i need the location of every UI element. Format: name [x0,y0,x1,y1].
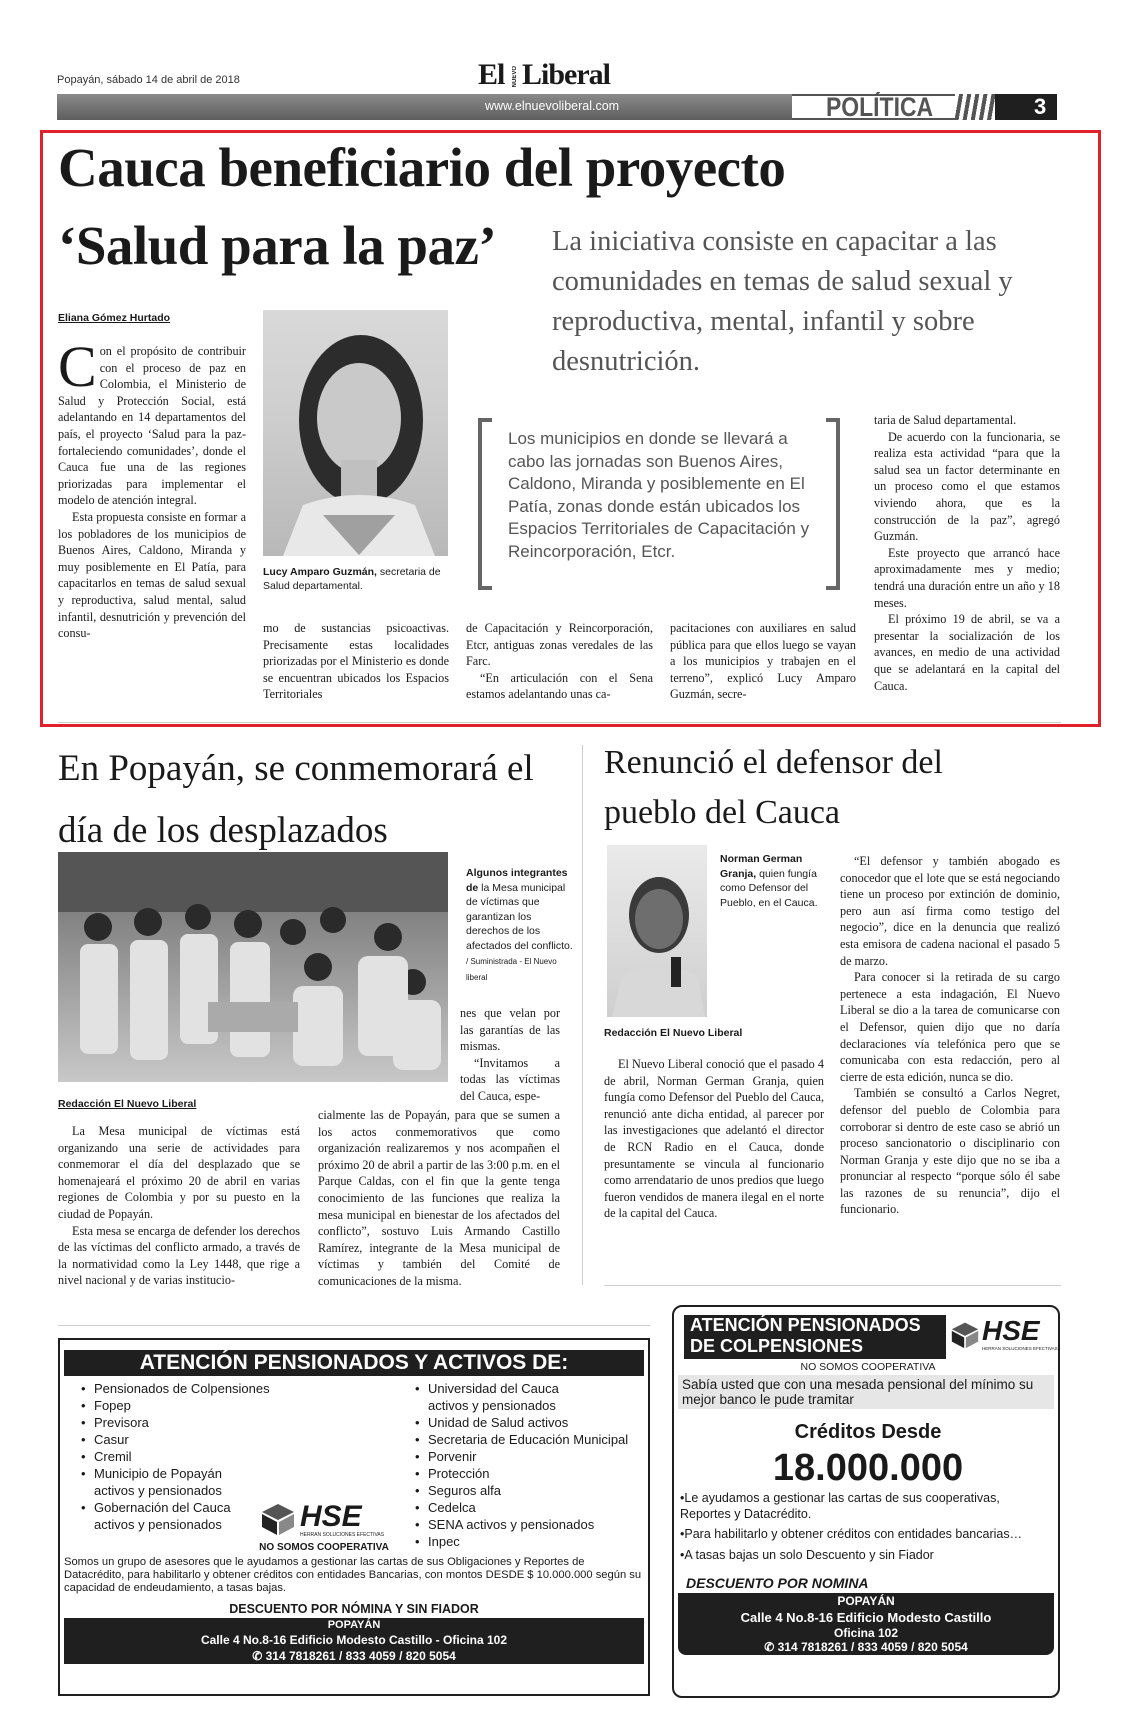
portrait-illustration [263,310,448,556]
pullquote: Los municipios en donde se llevará a cabo las jornadas son Buenos Aires, Caldono, Miranda y posiblemente en El Patía, zonas donde están ubicados los Espacios Territoriales de Capacitación y Reincorporación, Etcr. [508,429,810,561]
article2-column-2: cialmente las de Popayán, para que se sumen a los actos conmemorativos que como organización realizaremos y nos acompañen el próximo 20 de abril a partir de las 3:00 p.m. en el Parque Caldas, con el fin que la gente tenga conocimiento de las funciones que realiza la mesa municipal en bienestar de los afectados del conflicto”, sostuvo Luis Armando Castillo Ramírez, integrante de la Mesa municipal de víctimas y también del Comité de comunicaciones de la misma. [318,1108,560,1288]
article1-byline: Eliana Gómez Hurtado [58,312,171,324]
article2-column-2-top [460,1005,560,1105]
ad1-item: • SENA activos y pensionados [412,1516,642,1533]
ad1-item: • Porvenir [412,1448,642,1465]
article1-paragraph-7: Este proyecto que arrancó hace aproximadamente mes y medio; tendrá una duración entre un año y 18 meses. [874,545,1060,610]
article1-paragraph-3: de Capacitación y Reincorporación, Etcr, antiguas zonas veredales de las Farc. [466,621,653,669]
ad1-city: POPAYÁN [327,1619,381,1631]
article3-byline: Redacción El Nuevo Liberal [604,1027,743,1039]
ad1-title: ATENCIÓN PENSIONADOS Y ACTIVOS DE: [64,1350,644,1376]
ad1-footer: DESCUENTO POR NÓMINA Y SIN FIADOR [229,1602,479,1616]
caption-name: Lucy Amparo Guzmán, [263,566,377,578]
website[interactable]: www.elnuevoliberal.com [485,99,620,113]
ad2-bullets [680,1491,1050,1563]
ad-pensionados-colpensiones[interactable] [672,1305,1060,1698]
article1-paragraph-5: taria de Salud departamental. [874,413,1017,427]
article1-paragraph-6: De acuerdo con la funcionaria, se realiza esta actividad “para que la salud sea un factor determinante en un proceso como el que estamos viviendo ahora, que es la construcción de la paz”, agregó Guzmán. [874,429,1060,544]
ad1-phone-numbers: 314 7818261 / 833 4059 / 820 5054 [265,1649,456,1663]
ad1-item: • Protección [412,1465,642,1482]
caption-name: Norman German Granja, [720,853,803,880]
logo-el: El [478,58,505,91]
caption-bold: Algunos integrantes de [466,867,568,894]
article2-column-1 [58,1123,300,1289]
logo-liberal: Liberal [522,58,610,91]
rule-horizontal-2 [604,1285,1061,1286]
hse-logo [950,1317,1060,1357]
ad1-contact-bar [64,1618,644,1664]
article1-paragraph-4: “En articulación con el Sena estamos adelantando unas ca- [466,670,653,702]
portrait-illustration [607,845,707,1017]
masthead-logo[interactable] [478,58,648,92]
article1-column-4: pacitaciones con auxiliares en salud pública para que ellos luego se vayan a los municipios y trabajen en el terreno”, explicó Lucy Amparo Guzmán, secre- [670,621,856,702]
article3-column-1: El Nuevo Liberal conoció que el pasado 4 de abril, Norman German Granja, quien fungía como Defensor del Pueblo del Cauca, renunció ante dicha entidad, al parecer por las investigaciones que adelantó el director de RCN Radio en el Cauca, donde presuntamente se vincula al funcionario como arrendatario de unos predios que luego fueron vendidos de manera ilegal en el norte de la capital del Cauca. [604,1057,824,1221]
article1-paragraph-2: Esta propuesta consiste en formar a los pobladores de los municipios de Buenos Aires, Caldono, Miranda y muy posiblemente en El Patía, para capacitarlos en temas de salud sexual y reproductiva, salud mental, salud infantil, desnutrición y prevención del consu- [58,509,246,641]
ad1-list-right [412,1380,642,1550]
ad2-title [684,1315,946,1359]
ad1-item: • Municipio de Popayán activos y pensionados [78,1465,234,1499]
article2-paragraph-3: nes que velan por las garantías de las mismas. [460,1006,560,1054]
ad1-item: • Universidad del Cauca activos y pensionados [412,1380,568,1414]
ad1-item: • Inpec [412,1533,642,1550]
article2-photo-caption [466,866,574,985]
ad1-item: • Cremil [78,1448,298,1465]
ad1-body: Somos un grupo de asesores que le ayudamos a gestionar las cartas de sus Obligaciones y Reportes de Datacrédito, para habilitarlo y obtener créditos con entidades Bancarias, con montos DESDE $ 10.000.000 según su capacidad de endeudamiento, a tasas bajas. [64,1556,642,1594]
ad1-item: • Unidad de Salud activos [412,1414,642,1431]
article1-column-5 [874,412,1060,694]
rule-horizontal [58,722,1061,723]
hse-logo-sub: HERRAN SOLUCIONES EFECTIVAS [982,1346,1058,1351]
ad1-item: • Fopep [78,1397,298,1414]
whatsapp-icon: ✆ [252,1649,263,1663]
hse-logo [260,1502,400,1538]
issue-date: Popayán, sábado 14 de abril de 2018 [57,74,240,86]
article1-column-3 [466,620,653,703]
ad2-title-line2: DE COLPENSIONES [690,1336,864,1356]
ad2-bullet: •A tasas bajas un solo Descuento y sin Fiador [680,1547,934,1562]
caption-credit: / Suministrada - El Nuevo liberal [466,957,557,982]
article2-title: En Popayán, se conmemorará el día de los desplazados [58,748,534,851]
ad1-address: Calle 4 No.8-16 Edificio Modesto Castillo - Oficina 102 [200,1633,508,1647]
ad2-address: Calle 4 No.8-16 Edificio Modesto Castillo [740,1610,992,1625]
photo-lucy-amparo-guzman [263,310,448,556]
hse-logo-text: HSE [300,1500,362,1533]
ad2-contact-bar [678,1593,1054,1655]
article3-paragraph-2: “El defensor y también abogado es conocedor que el lote que se está negociando tiene un proceso por extinción de dominio, pero aun así firma como testigo del negocio”, dice en la denuncia que realizó esta emisora de cadena nacional el pasado 5 de marzo. [840,854,1060,968]
article3-paragraph-4: También se consultó a Carlos Negret, defensor del pueblo de Colombia para corroborar si dentro de este caso se abrió un proceso sancionatorio o disciplinario con Norman Granja y este dijo que no se iba a pronunciar al respecto “porque sólo él sabe las razones de su renuncia”, dijo el funcionario. [840,1086,1060,1217]
ad2-bullet-text: A tasas bajas un solo Descuento y sin Fiador [684,1547,934,1562]
article1-paragraph-8: El próximo 19 de abril, se va a presentar la socialización de los avances, en medio de una actividad que se adelantará en la capital del Cauca. [874,612,1060,693]
header-bar [57,94,792,120]
cube-icon [950,1321,980,1349]
ad2-discount: DESCUENTO POR NOMINA [686,1575,869,1591]
ad2-no-coop: NO SOMOS COOPERATIVA [800,1361,936,1373]
pullquote-bracket-left [478,418,492,590]
ad2-city: POPAYÁN [837,1594,895,1608]
ad2-amount: 18.000.000 [772,1447,964,1489]
ad2-bullet: •Le ayudamos a gestionar las cartas de sus cooperativas, Reportes y Datacrédito. [680,1491,1000,1521]
logo-nuevo: NUEVO [512,66,518,88]
article1-column-2: mo de sustancias psicoactivas. Precisamente estas localidades priorizadas por el Ministerio es donde se encuentran ubicados los Espacios Territoriales [263,621,449,702]
ad-pensionados-activos[interactable] [58,1338,650,1696]
rule-vertical [582,745,583,1285]
rule-horizontal-3 [58,1325,650,1326]
ad1-item: • Secretaria de Educación Municipal [412,1431,642,1448]
photo-mesa-victimas [58,852,448,1082]
ad2-bullet-text: Para habilitarlo y obtener créditos con entidades bancarias… [684,1527,1023,1541]
group-photo-illustration [58,852,448,1082]
article2-paragraph-2: Esta mesa se encarga de defender los derechos de las víctimas del conflicto armado, a través de la normatividad como la Ley 1448, que rige a nivel nacional y de varias institucio- [58,1223,300,1288]
hse-logo-text: HSE [982,1315,1040,1346]
caption-rest: quien fungía como Defensor del Pueblo, en el Cauca. [720,867,818,909]
pullquote-bracket-right [826,418,840,590]
article1-photo-caption [263,565,453,593]
ad1-no-coop: NO SOMOS COOPERATIVA [259,1542,389,1553]
ad2-phone-numbers: 314 7818261 / 833 4059 / 820 5054 [777,1640,968,1654]
cube-icon [260,1502,296,1536]
article1-title-line1: Cauca beneficiario del proyecto [58,137,786,198]
ad2-phones [678,1640,1054,1655]
page-number: 3 [1034,94,1047,119]
ad2-bullet-text: Le ayudamos a gestionar las cartas de sus cooperativas, Reportes y Datacrédito. [680,1491,1000,1521]
ad2-intro: Sabía usted que con una mesada pensional del mínimo su mejor banco le pude tramitar [678,1375,1054,1409]
article1-column-1 [58,334,246,642]
article3-photo-caption [720,852,820,910]
article3-paragraph-3: Para conocer si la retirada de su cargo pertenece a esta indagación, El Nuevo Liberal se dio a la tarea de comunicarse con el Defensor, quien dijo que no daría declaraciones vía telefónica pero que se comunicaba con esta redacción, pero al cierre de esta edición, nunca se dio. [840,970,1060,1084]
ad1-phones [64,1648,644,1664]
article2-byline: Redacción El Nuevo Liberal [58,1098,197,1110]
ad1-item: • Pensionados de Colpensiones [78,1380,298,1397]
ad1-item: • Cedelca [412,1499,642,1516]
section-stripes [955,94,995,120]
article3-column-2 [840,853,1060,1218]
hse-logo-sub: HERRAN SOLUCIONES EFECTIVAS [300,1532,385,1538]
caption-rest: secretaria de Salud departamental. [263,566,441,592]
dropcap: C [58,334,97,399]
ad2-office: Oficina 102 [833,1626,899,1640]
page-number-box [995,94,1057,120]
ad1-item: • Previsora [78,1414,298,1431]
article2-paragraph-1: La Mesa municipal de víctimas está organizando una serie de actividades para conmemorar el día del desplazado que se homenajeará el próximo 20 de abril en varias regiones de Colombia y por su puesto en la ciudad de Popayán. [58,1124,300,1221]
ad1-item: • Gobernación del Cauca activos y pensionados [78,1499,244,1533]
section-title: POLÍTICA [826,92,934,122]
ad2-title-line1: ATENCIÓN PENSIONADOS [690,1315,921,1335]
article1-title-line2: ‘Salud para la paz’ [58,215,497,276]
caption-rest: la Mesa municipal de víctimas que garantizan los derechos de los afectados del conflicto. [466,881,573,952]
article3-title: Renunció el defensor del pueblo del Cauca [604,744,943,831]
article1-deck: La iniciativa consiste en capacitar a las comunidades en temas de salud sexual y reproductiva, mental, infantil y sobre desnutrición. [552,226,1013,377]
photo-norman-german-granja [607,845,707,1017]
ad2-credits-label: Créditos Desde [794,1421,942,1443]
article2-paragraph-4a: “Invitamos a todas las víctimas del Cauca, espe- [460,1055,560,1103]
article1-paragraph-1: on el propósito de contribuir con el proceso de paz en Colombia, el Ministerio de Salud y Protección Social, está adelantando en 14 departamentos del país, el proyecto ‘Salud para la paz-fortaleciendo comunidades’, donde el Cauca fue una de las regiones priorizadas para implementar el modelo de atención integral. [58,344,246,508]
ad1-item: • Seguros alfa [412,1482,642,1499]
ad1-item: • Casur [78,1431,298,1448]
ad2-bullet: •Para habilitarlo y obtener créditos con entidades bancarias… [680,1527,1023,1541]
whatsapp-icon: ✆ [764,1640,775,1654]
